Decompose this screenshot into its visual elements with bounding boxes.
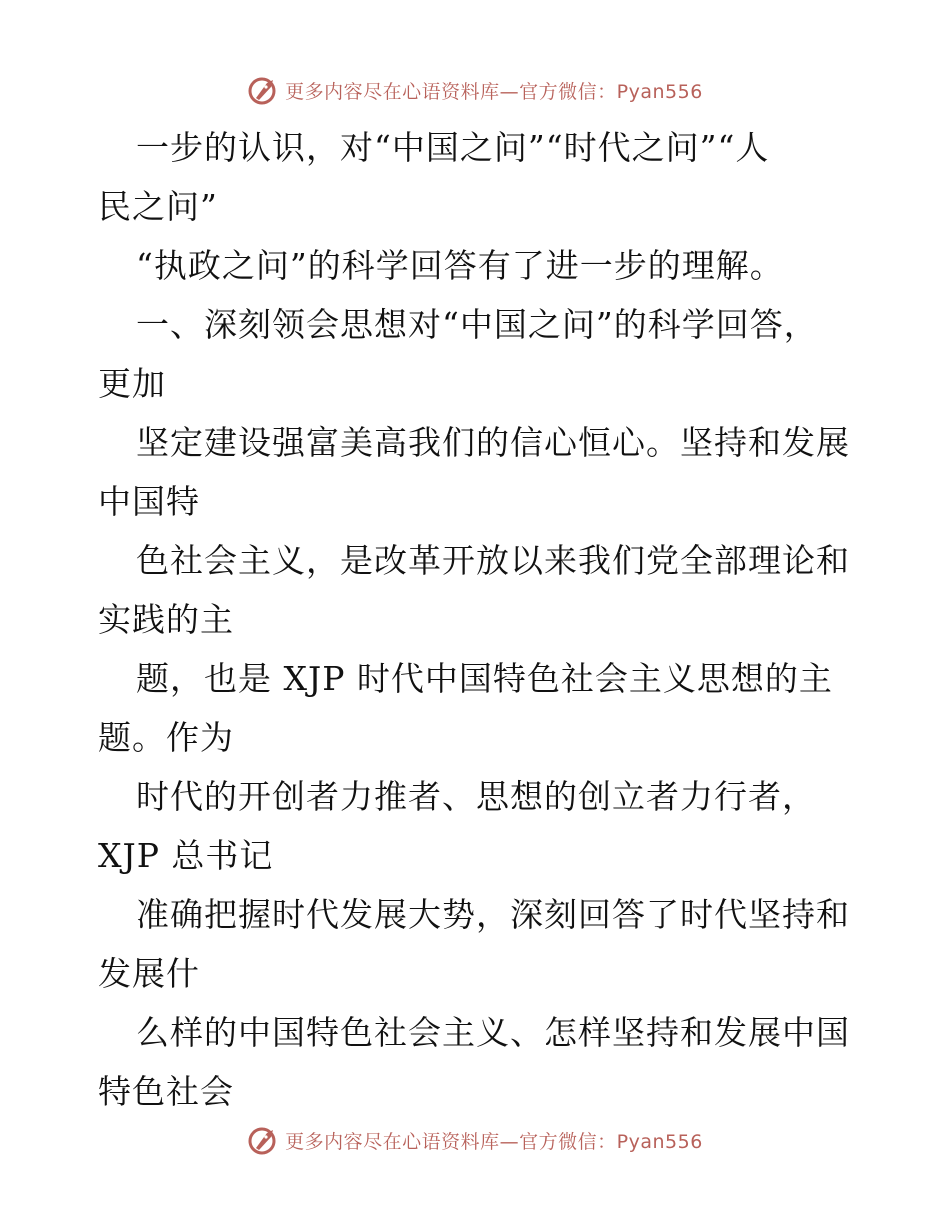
text-line: XJP 总书记 (98, 836, 274, 875)
text-line: 准确把握时代发展大势，深刻回答了时代坚持和 (136, 895, 850, 934)
text-line: 特色社会 (98, 1072, 234, 1111)
text-line: “执政之问”的科学回答有了进一步的理解。 (136, 246, 784, 285)
footer-banner-text: 更多内容尽在心语资料库—官方微信：Pyan556 (285, 1130, 703, 1153)
text-line: 实践的主 (98, 600, 234, 639)
footer-banner (0, 1120, 950, 1160)
text-line: 题，也是 XJP 时代中国特色社会主义思想的主 (136, 659, 833, 698)
document-body (98, 118, 858, 1121)
text-line: 么样的中国特色社会主义、怎样坚持和发展中国 (136, 1013, 850, 1052)
text-line: 题。作为 (98, 718, 234, 757)
text-line: 坚定建设强富美高我们的信心恒心。坚持和发展 (136, 423, 850, 462)
header-banner (0, 70, 950, 110)
pen-nib-circle-icon (247, 74, 279, 106)
text-line: 中国特 (98, 482, 200, 521)
text-line: 色社会主义，是改革开放以来我们党全部理论和 (136, 541, 850, 580)
text-line: 时代的开创者力推者、思想的创立者力行者， (136, 777, 816, 816)
text-line: 一步的认识，对“中国之问”“时代之问”“人 (136, 128, 770, 167)
text-line: 发展什 (98, 954, 200, 993)
text-line: 更加 (98, 364, 166, 403)
header-banner-text: 更多内容尽在心语资料库—官方微信：Pyan556 (285, 80, 703, 103)
text-line: 一、深刻领会思想对“中国之问”的科学回答， (136, 305, 818, 344)
text-line: 民之问” (98, 187, 218, 226)
pen-nib-circle-icon (247, 1124, 279, 1156)
